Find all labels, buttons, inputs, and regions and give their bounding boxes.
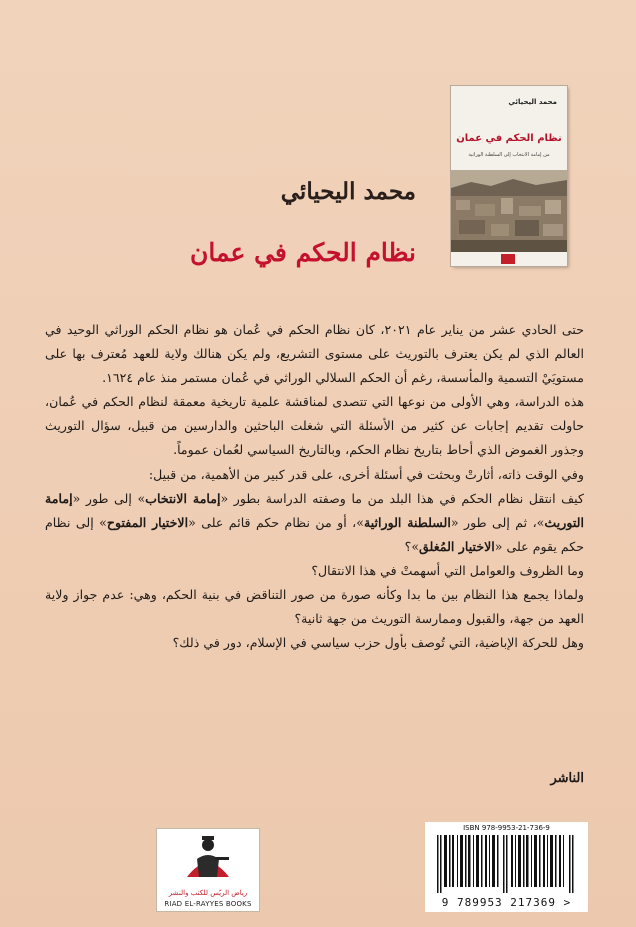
q1-bold-2: إمامة التوريث (45, 490, 584, 530)
publisher-mini-logo (501, 254, 515, 264)
q1-bold-3: السلطنة الوراثية (363, 514, 451, 530)
barcode-bars (437, 835, 576, 893)
q1-text-g: »؟ (404, 538, 420, 554)
city-photo-image (451, 170, 567, 252)
thumbnail-author: محمد اليحيائي (508, 98, 557, 106)
question-2: وما الظروف والعوامل التي أسهمتْ في هذا الانتقال؟ (311, 562, 584, 578)
publisher-signature: الناشر (550, 771, 584, 786)
publisher-emblem-icon (157, 829, 259, 885)
publisher-latin-name: RIAD EL-RAYYES BOOKS (164, 900, 252, 908)
q1-text-f: » إلى نظام حكم يقوم على « (45, 514, 584, 554)
thumbnail-subtitle: من إمامة الانتخاب إلى السلطنة الوراثية (468, 152, 550, 158)
question-4: وهل للحركة الإباضية، التي تُوصف بأول حزب سياسي في الإسلام، دور في ذلك؟ (172, 635, 584, 651)
q1-bold-5: الاختيار المُغلق (419, 538, 495, 554)
question-3: ولماذا يجمع هذا النظام بين ما بدا وكأنه صورة من صور التناقض في بنية الحكم، وهي: عدم جواز ولاية العهد من جهة، والقبول وممارسة التوريث من جهة ثانية؟ (45, 587, 584, 627)
thumbnail-title: نظام الحكم في عمان (456, 133, 562, 144)
front-cover-thumbnail (451, 86, 567, 266)
q1-text-c: » إلى طور « (72, 490, 146, 506)
barcode-digits: 9 789953 217369 > (441, 896, 572, 909)
paragraph-1: حتى الحادي عشر من يناير عام ٢٠٢١، كان نظام الحكم في عُمان هو نظام الحكم الوراثي الوحيد في العالم الذي لم يكن يعترف بالتوريث على مستوى التشريع، ولم يكن هنالك ولاية للعهد مُعترف بها على مستويَيْ التسمية والمأسسة، رغم أن الحكم السلالي الوراثي في عُمان مستمر منذ عام ١٦٢٤. (45, 322, 584, 386)
publisher-arabic-name: رياض الريّس للكتب والنشر (168, 889, 248, 897)
q1-bold-4: الاختيار المفتوح (106, 514, 189, 530)
isbn-label: ISBN 978-9953-21-736-9 (463, 824, 550, 832)
publisher-logo (156, 828, 260, 912)
q1-bold-1: إمامة الانتخاب (145, 490, 221, 506)
q1-text-e: »، أو من نظام حكم قائم على « (188, 514, 364, 530)
paragraph-3: وفي الوقت ذاته، أثارتْ وبحثت في أسئلة أخرى، على قدر كبير من الأهمية، من قبيل: (148, 466, 584, 482)
q1-text-d: »، ثم إلى طور « (450, 514, 545, 530)
book-title: نظام الحكم في عمان (190, 238, 416, 267)
question-1 (45, 487, 584, 559)
paragraph-2: هذه الدراسة، وهي الأولى من نوعها التي تتصدى لمناقشة علمية تاريخية معمقة لنظام الحكم في عُمان، حاولت تقديم إجابات عن كثير من الأسئلة التي شغلت الباحثين والدارسين من قبيل، سؤال التوريث وجذور الغموض الذي أحاط بتاريخ نظام الحكم، وبالتاريخ السياسي لعُمان عموماً. (45, 394, 584, 458)
q1-text-a: كيف انتقل نظام الحكم في هذا البلد من ما وصفته الدراسة بطور « (220, 490, 584, 506)
author-name: محمد اليحيائي (280, 178, 416, 205)
isbn-barcode (425, 822, 588, 912)
blurb (45, 318, 584, 655)
